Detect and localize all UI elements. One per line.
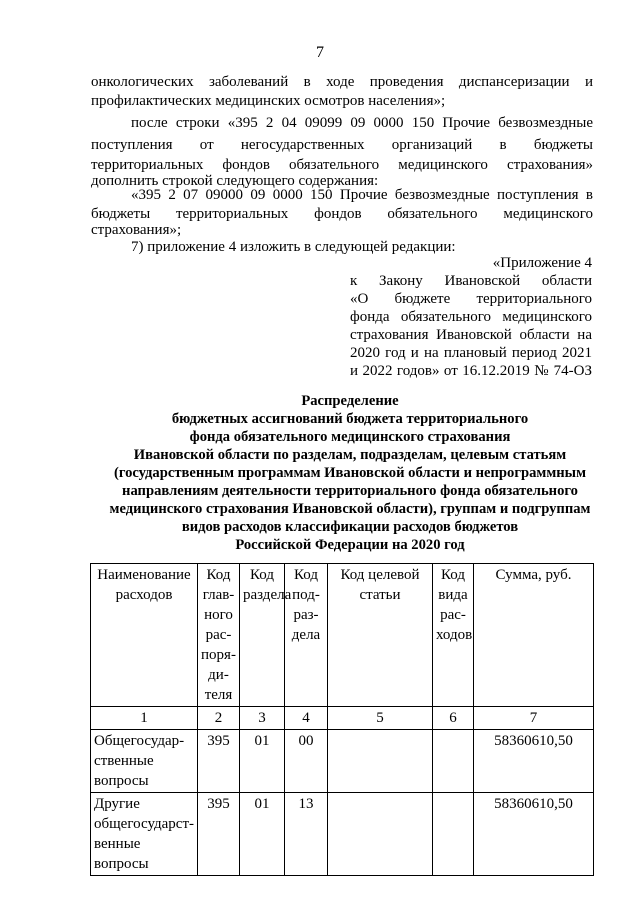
title-line: (государственным программам Ивановской области и непрограммным — [113, 465, 587, 481]
page-number: 7 — [316, 44, 324, 61]
row-name-cell: Другие общегосударст- венные вопросы — [91, 793, 198, 876]
column-number: 3 — [240, 707, 285, 730]
table-header-row — [91, 564, 594, 707]
body-line: профилактических медицинских осмотров населения»; — [91, 93, 446, 109]
row-vid-cell — [433, 793, 474, 876]
column-number: 2 — [198, 707, 240, 730]
title-line: Российской Федерации на 2020 год — [235, 537, 465, 553]
appendix-line: «О бюджете территориального — [350, 291, 592, 307]
title-line: Ивановской области по разделам, подразделам, целевым статьям — [133, 447, 567, 463]
row-podrazdel-cell: 13 — [285, 793, 328, 876]
column-number: 6 — [433, 707, 474, 730]
body-line: 7) приложение 4 изложить в следующей редакции: — [131, 239, 456, 255]
body-line: «395 2 07 09000 09 0000 150 Прочие безвозмездные поступления в — [131, 187, 593, 203]
header-cell-cel: Код целевой статьи — [328, 564, 433, 707]
row-summa-cell: 58360610,50 — [474, 730, 594, 793]
header-cell-glav: Код глав- ного рас- поря- ди- теля — [198, 564, 240, 707]
header-cell-podrazdel: Код под- раз- дела — [285, 564, 328, 707]
row-razdel-cell: 01 — [240, 793, 285, 876]
title-line: медицинского страхования Ивановской области), группам и подгруппам — [109, 501, 591, 517]
body-line: страхования»; — [91, 222, 182, 238]
appendix-line: фонда обязательного медицинского — [350, 309, 592, 325]
body-line: дополнить строкой следующего содержания: — [91, 173, 379, 189]
budget-table — [90, 563, 594, 876]
row-glav-cell: 395 — [198, 793, 240, 876]
table-column-numbers-row — [91, 707, 594, 730]
appendix-line: «Приложение 4 — [492, 255, 592, 271]
table-row — [91, 793, 594, 876]
column-number: 7 — [474, 707, 594, 730]
appendix-line: 2020 год и на плановый период 2021 — [350, 345, 592, 361]
appendix-line: к Закону Ивановской области — [350, 273, 592, 289]
body-line: поступления от негосударственных организаций в бюджеты — [91, 137, 593, 153]
body-line: бюджеты территориальных фондов обязательного медицинского — [91, 206, 593, 222]
body-line: онкологических заболеваний в ходе проведения диспансеризации и — [91, 74, 593, 90]
body-line: территориальных фондов обязательного медицинского страхования» — [91, 157, 593, 173]
title-line: Распределение — [301, 393, 399, 409]
title-line: бюджетных ассигнований бюджета территориального — [171, 411, 529, 427]
title-line: видов расходов классификации расходов бюджетов — [181, 519, 519, 535]
header-cell-summa: Сумма, руб. — [474, 564, 594, 707]
appendix-line: и 2022 годов» от 16.12.2019 № 74-ОЗ — [350, 363, 592, 379]
table-row — [91, 730, 594, 793]
column-number: 1 — [91, 707, 198, 730]
body-line: после строки «395 2 04 09099 09 0000 150 Прочие безвозмездные — [131, 115, 593, 131]
row-cel-cell — [328, 730, 433, 793]
header-cell-name: Наименование расходов — [91, 564, 198, 707]
row-podrazdel-cell: 00 — [285, 730, 328, 793]
column-number: 5 — [328, 707, 433, 730]
row-vid-cell — [433, 730, 474, 793]
column-number: 4 — [285, 707, 328, 730]
header-cell-vid: Код вида рас- ходов — [433, 564, 474, 707]
appendix-line: страхования Ивановской области на — [350, 327, 592, 343]
header-cell-razdel: Код раздела — [240, 564, 285, 707]
title-line: направлениям деятельности территориального фонда обязательного — [122, 483, 578, 499]
row-summa-cell: 58360610,50 — [474, 793, 594, 876]
row-cel-cell — [328, 793, 433, 876]
row-name-cell: Общегосудар- ственные вопросы — [91, 730, 198, 793]
row-glav-cell: 395 — [198, 730, 240, 793]
title-line: фонда обязательного медицинского страхования — [189, 429, 511, 445]
row-razdel-cell: 01 — [240, 730, 285, 793]
